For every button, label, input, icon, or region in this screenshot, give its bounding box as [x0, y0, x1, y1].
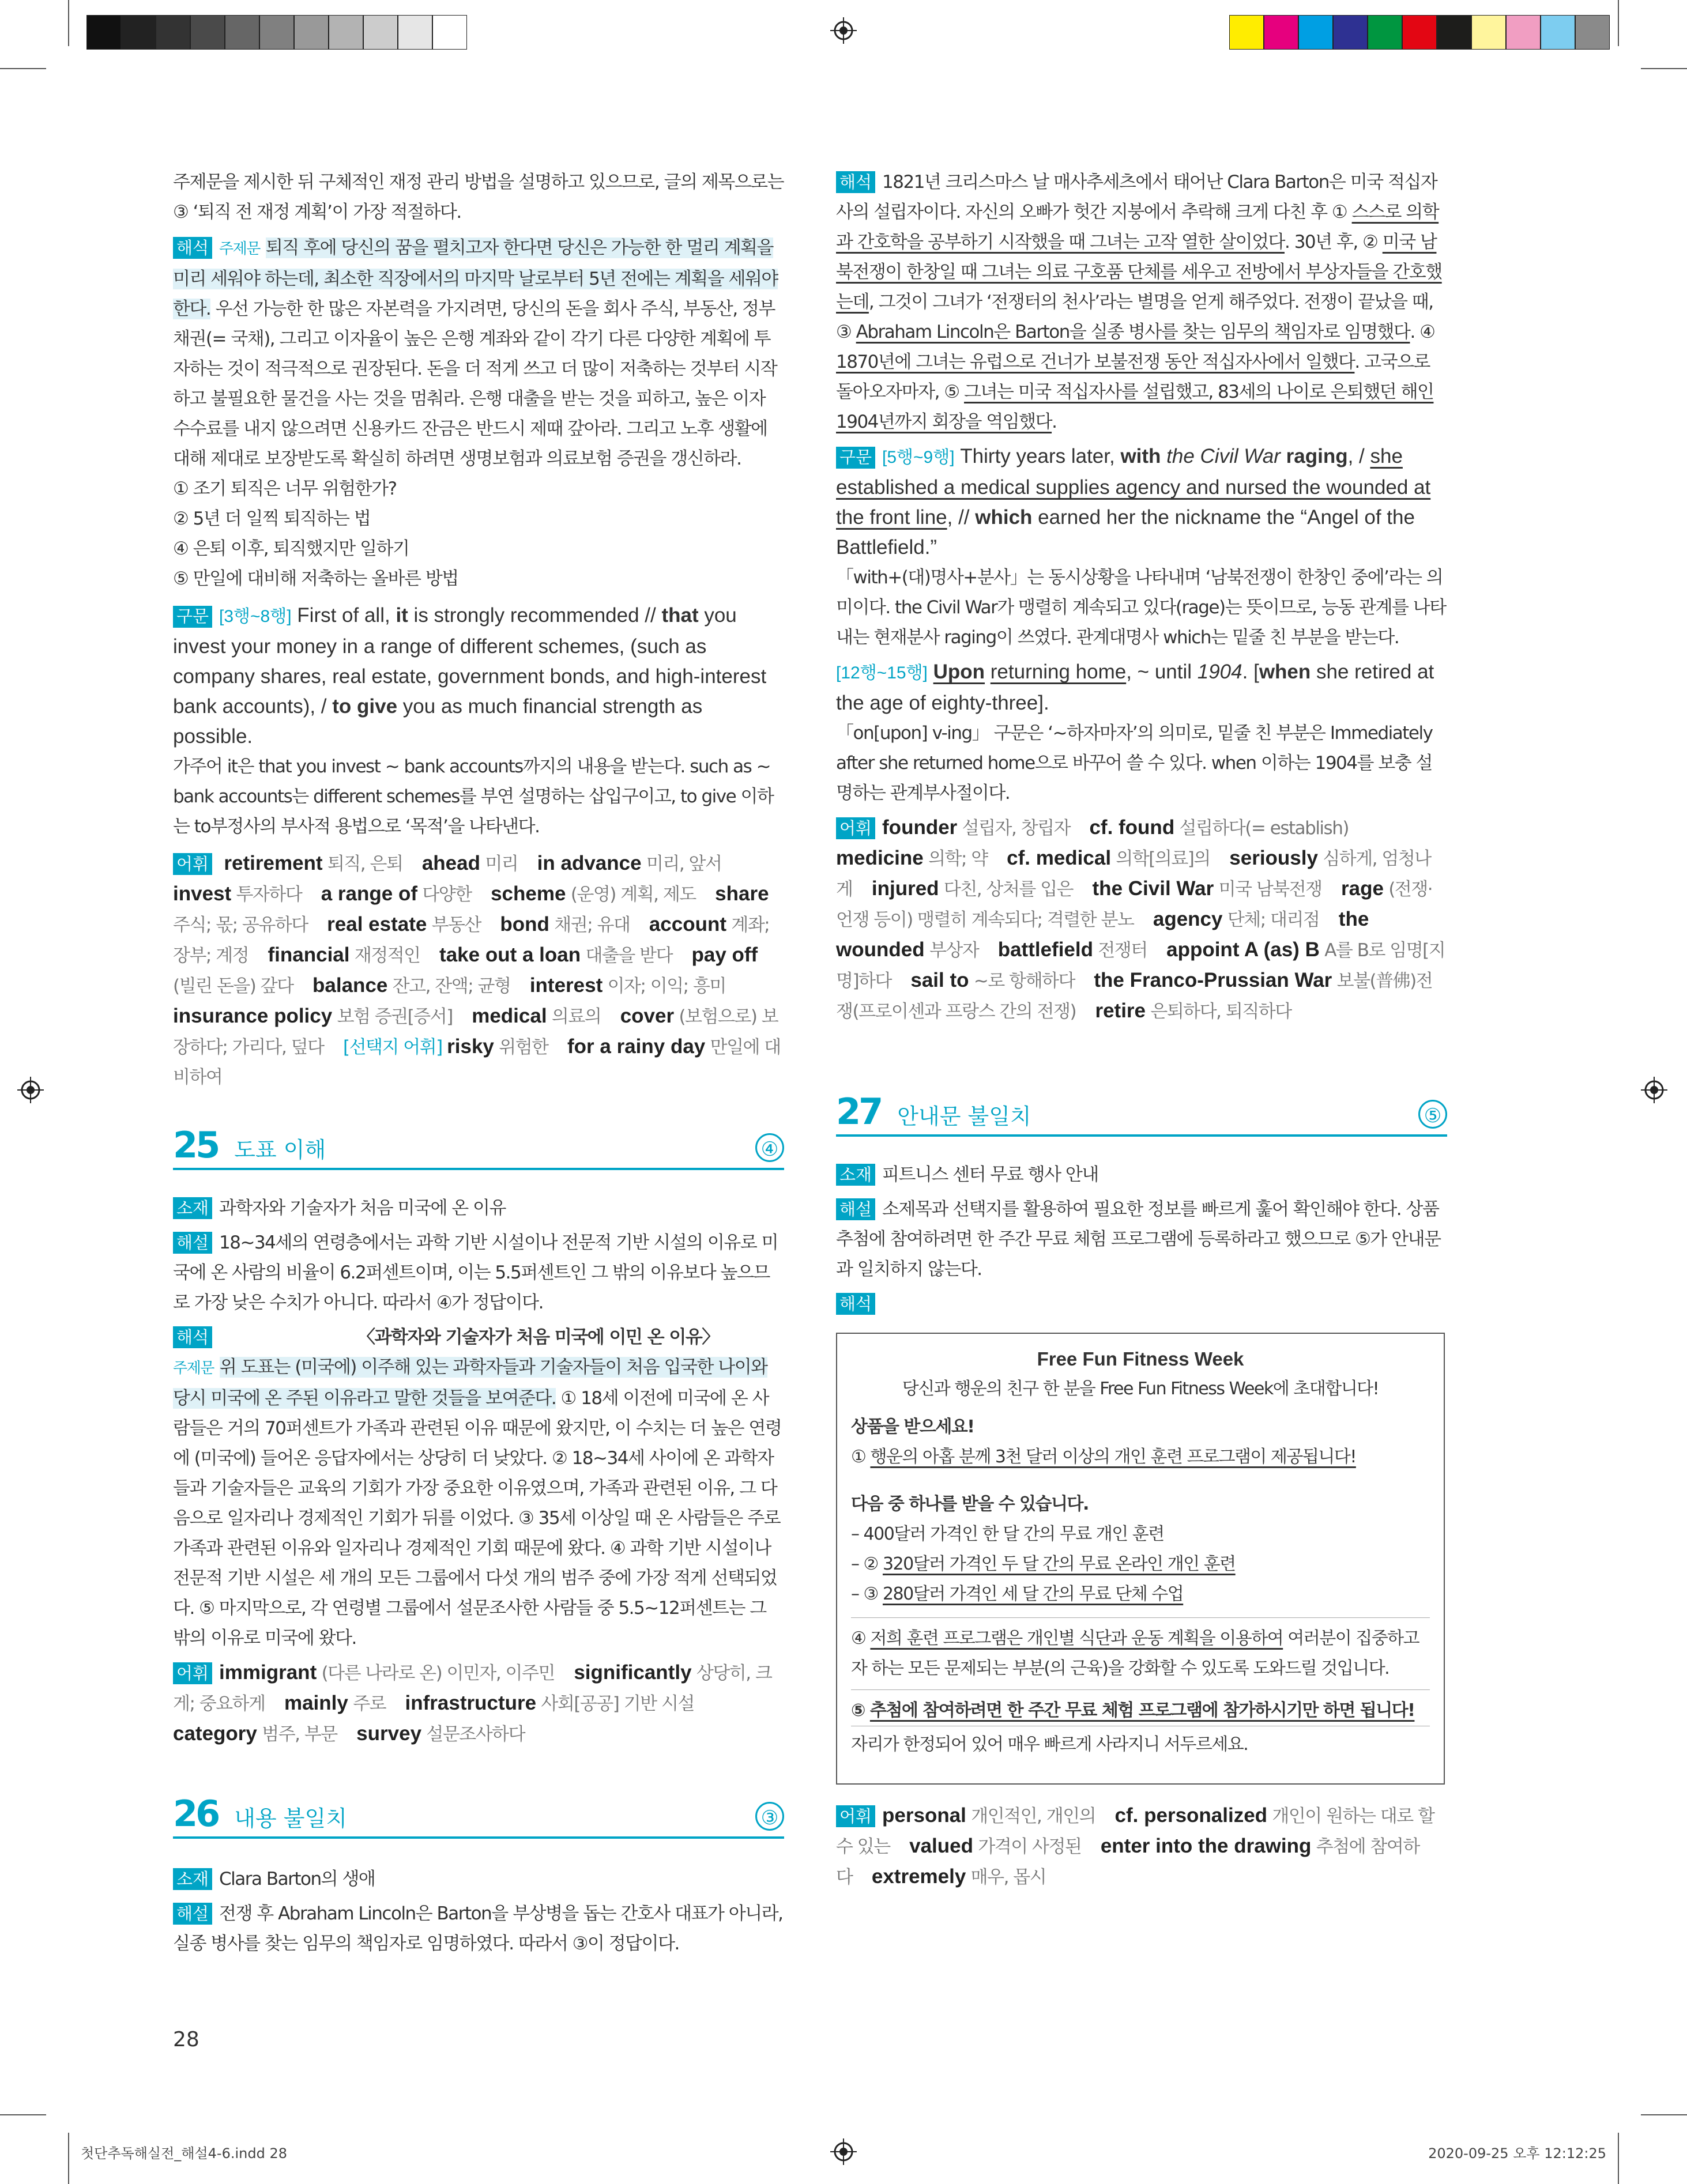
- vocab-word: valued: [909, 1835, 973, 1857]
- color-swatch: [1541, 15, 1575, 50]
- vocab-meaning: 잔고, 잔액; 균형: [387, 976, 530, 997]
- option-2: ② 5년 더 일찍 퇴직하는 법: [173, 508, 371, 529]
- q26-number: 26: [173, 1793, 219, 1835]
- vocab-word: infrastructure: [405, 1692, 537, 1714]
- q25-body: [173, 1193, 784, 1749]
- vocab-word: the Civil War: [1092, 877, 1214, 900]
- vocab-word: extremely: [871, 1865, 966, 1888]
- q26-title: 내용 불일치: [234, 1806, 347, 1831]
- vocab-meaning: 주로: [348, 1693, 405, 1714]
- vocab-word: enter into the drawing: [1100, 1835, 1312, 1857]
- q27-number: 27: [836, 1091, 882, 1133]
- q26-body-left: [173, 1864, 784, 1959]
- vocab-word: share: [715, 882, 769, 905]
- q26-body-right: [836, 167, 1447, 1027]
- vocab-word: for a rainy day: [567, 1035, 706, 1058]
- sojae-tag: 소재: [836, 1164, 875, 1186]
- vocab-meaning: 투자하다: [231, 884, 321, 905]
- color-swatch: [1229, 15, 1264, 50]
- vocab-word: retirement: [224, 852, 323, 874]
- haeseok-tag: 해석: [173, 237, 212, 259]
- q27-sojae: 피트니스 센터 무료 행사 안내: [882, 1164, 1098, 1185]
- vocab-meaning: 미리, 앞서: [641, 854, 736, 874]
- vocab-meaning: (전쟁·언쟁 등이) 맹렬히 계속되다; 격렬한 분노: [836, 879, 1433, 930]
- sojae-tag: 소재: [173, 1868, 212, 1890]
- color-swatch: [225, 15, 259, 50]
- color-swatch: [86, 15, 121, 50]
- vocab-word: mainly: [284, 1692, 348, 1714]
- prize-heading: 상품을 받으세요!: [851, 1417, 974, 1437]
- vocab-meaning: 전쟁터: [1093, 940, 1167, 961]
- vocab-meaning: (운영) 계획, 제도: [566, 884, 716, 905]
- vocab-meaning: 매우, 몹시: [966, 1867, 1061, 1888]
- q27-heading: [836, 1091, 1447, 1137]
- vocab-word: a range of: [321, 882, 417, 905]
- q26-sojae: Clara Barton의 생애: [219, 1869, 375, 1889]
- vocab-meaning: 심하게, 엄청나게: [836, 848, 1431, 900]
- footer-timestamp: 2020-09-25 오후 12:12:25: [1428, 2145, 1606, 2162]
- vocab-meaning: 사회[공공] 기반 시설: [536, 1693, 709, 1714]
- vocab-word: pay off: [691, 944, 758, 966]
- q25-title: 도표 이해: [234, 1137, 326, 1163]
- vocab-meaning: 추첨에 참여하다: [836, 1836, 1419, 1888]
- vocab-meaning: 재정적인: [349, 945, 440, 966]
- haeseok-tag: 해석: [836, 1293, 875, 1315]
- vocab-meaning: 다친, 상처를 입은: [939, 879, 1093, 900]
- choose-heading: 다음 중 하나를 받을 수 있습니다.: [851, 1494, 1089, 1514]
- vocab-meaning: 만일에 대비하여: [173, 1037, 781, 1088]
- vocab-word: risky: [447, 1035, 494, 1058]
- q26-translation: 해석 1821년 크리스마스 날 매사추세츠에서 태어난 Clara Barton은 미국 적십자사의 설립자이다. 자신의 오빠가 헛간 지붕에서 추락해 크게 다친 후 ① 스스로 의학과 간호학을 공부하기 시작했을 때 그녀는 고작 열한 살이었다. 30년 후, ② 미국 남북전쟁이 한창일 때 그녀는 의료 구호품 단체를 세우고 전방에서 부상자들을 간호했는데, 그것이 그녀가 ‘전쟁터의 천사’라는 별명을 얻게 해주었다. 전쟁이 끝났을 때, ③ Abraham Lincoln은 Barton을 실종 병사를 찾는 임무의 책임자로 임명했다. ④ 1870년에 그녀는 유럽으로 건너가 보불전쟁 동안 적십자사에서 일했다. 고국으로 돌아오자마자, ⑤ 그녀는 미국 적십자사를 설립했고, 83세의 나이로 은퇴했던 해인 1904년까지 회장을 역임했다.: [836, 172, 1442, 432]
- vocab-word: the Franco-Prussian War: [1094, 969, 1332, 991]
- haeseol-tag: 해설: [173, 1232, 212, 1254]
- option-1: ① 조기 퇴직은 너무 위험한가?: [173, 478, 397, 499]
- q25-answer: ④: [755, 1133, 784, 1162]
- q26-vocab: 어휘 founder 설립자, 창립자 cf. found 설립하다(= establish) medicine 의학; 약 cf. medical 의학[의료]의 seriously 심하게, 엄청나게 injured 다친, 상처를 입은 the Civil War 미국 남북전쟁 rage (전쟁·언쟁 등이) 맹렬히 계속되다; 격렬한 분노 agency 단체; 대리점 the wounded 부상자 battlefield 전쟁터 appoint A (as) B A를 B로 임명[지명]하다 sail to ~로 항해하다 the Franco-Prussian War 보불(普佛)전쟁(프로이센과 프랑스 간의 전쟁) retire 은퇴하다, 퇴직하다: [836, 816, 1445, 1022]
- vocab-meaning: 개인이 원하는 대로 할 수 있는: [836, 1806, 1434, 1857]
- registration-mark-top: [830, 17, 857, 44]
- vocab-meaning: 미국 남북전쟁: [1214, 879, 1342, 900]
- vocab-word: in advance: [537, 852, 642, 874]
- q27-haeseol: 소제목과 선택지를 활용하여 필요한 정보를 빠르게 훑어 확인해야 한다. 상품 추첨에 참여하려면 한 주간 무료 체험 프로그램에 등록하라고 했으므로 ⑤가 안내문과 일치하지 않는다.: [836, 1199, 1441, 1280]
- vocab-meaning: 퇴직, 은퇴: [322, 854, 422, 874]
- crop-mark: [68, 2133, 69, 2184]
- vocab-word: balance: [312, 974, 388, 997]
- q26-heading: [173, 1793, 784, 1839]
- footer-filename: 첫단추독해실전_해설4-6.indd 28: [81, 2145, 287, 2162]
- vocab-word: personal: [882, 1804, 966, 1827]
- haeseok-tag: 해석: [173, 1326, 212, 1348]
- vocab-meaning: 계좌; 장부; 계정: [173, 915, 770, 966]
- choice-1: – 400달러 가격인 한 달 간의 무료 개인 훈련: [851, 1524, 1164, 1544]
- color-swatch: [259, 15, 294, 50]
- vocab-meaning: 가격이 사정된: [973, 1836, 1101, 1857]
- vocab-word: injured: [871, 877, 939, 900]
- vocab-word: agency: [1153, 908, 1223, 930]
- vocab-word: cf. personalized: [1114, 1804, 1268, 1827]
- page-number: 28: [173, 2028, 199, 2051]
- crop-mark: [1641, 68, 1687, 69]
- color-swatch: [398, 15, 432, 50]
- q26-haeseol: 전쟁 후 Abraham Lincoln은 Barton을 부상병을 돕는 간호사 대표가 아니라, 실종 병사를 찾는 임무의 책임자로 임명하였다. 따라서 ③이 정답이다.: [173, 1903, 783, 1954]
- vocab-meaning: 보불(普佛)전쟁(프로이센과 프랑스 간의 전쟁): [836, 971, 1433, 1022]
- registration-mark-right: [1641, 1077, 1667, 1103]
- vocab-meaning: 대출을 받다: [581, 945, 692, 966]
- haeseol-tag: 해설: [173, 1903, 212, 1925]
- gumun-paragraph: 구문 [3행~8행] First of all, it is strongly recommended // that you invest your money in a range of different schemes, (such as company shares, real estate, government bonds, and high-interest bank accounts), / to give you as much financial strength as possible.: [173, 604, 767, 748]
- notice-title: Free Fun Fitness Week: [1037, 1348, 1244, 1370]
- vocab-word: the wounded: [836, 908, 1369, 961]
- vocab-meaning: 설립하다(= establish): [1174, 818, 1363, 839]
- vocab-word: immigrant: [219, 1661, 317, 1684]
- gumun-note: 가주어 it은 that you invest ~ bank accounts까지의 내용을 받는다. such as ~ bank accounts는 different schemes를 부연 설명하는 삽입구이고, to give 이하는 to부정사의 부사적 용법으로 ‘목적’을 나타낸다.: [173, 756, 774, 837]
- vocab-word: cf. found: [1089, 816, 1175, 839]
- q25-vocab: 어휘 immigrant (다른 나라로 온) 이민자, 이주민 significantly 상당히, 크게; 중요하게 mainly 주로 infrastructure 사회[공공] 기반 시설 category 범주, 부문 survey 설문조사하다: [173, 1661, 772, 1745]
- color-swatch: [1471, 15, 1506, 50]
- intro-text: 주제문을 제시한 뒤 구체적인 재정 관리 방법을 설명하고 있으므로, 글의 제목으로는 ③ ‘퇴직 전 재정 계획’이 가장 적절하다.: [173, 172, 784, 222]
- q25-translation: 주제문 위 도표는 (미국에) 이주해 있는 과학자들과 기술자들이 처음 입국한 나이와 당시 미국에 온 주된 이유라고 말한 것들을 보여준다. ① 18세 이전에 미국에 온 사람들은 거의 70퍼센트가 가족과 관련된 이유 때문에 왔지만, 이 수치는 더 높은 연령에 (미국에) 들어온 응답자에서는 상당히 더 낮았다. ② 18~34세 사이에 온 과학자들과 기술자들은 교육의 기회가 가장 중요한 이유였으며, 가족과 관련된 이유, 그 다음으로 일자리나 경제적인 기회가 뒤를 이었다. ③ 35세 이상일 때 온 사람들은 주로 가족과 관련된 이유와 일자리나 경제적인 기회 때문에 왔다. ④ 과학 기반 시설이나 전문적 기반 시설은 세 개의 모든 그룹에서 다섯 개의 범주 중에 가장 적게 선택되었다. ⑤ 마지막으로, 각 연령별 그룹에서 설문조사한 사람들 중 5.5~12퍼센트는 그 밖의 이유로 미국에 왔다.: [173, 1357, 782, 1649]
- vocab-word: retire: [1095, 999, 1146, 1022]
- vocab-meaning: 이자; 이익; 흥미: [602, 976, 740, 997]
- q25-chart-title: 〈과학자와 기술자가 처음 미국에 이민 온 이유〉: [357, 1327, 719, 1348]
- q26-gumun-1-note: 「with+(대)명사+분사」는 동시상황을 나타내며 ‘남북전쟁이 한창인 중에’라는 의미이다. the Civil War가 맹렬히 계속되고 있다(rage)는 뜻이므로, 능동 관계를 나타내는 현재분사 raging이 쓰였다. 관계대명사 which는 밑줄 친 부분을 받는다.: [836, 567, 1446, 648]
- vocab-word: invest: [173, 882, 232, 905]
- vocab-word: appoint A (as) B: [1166, 938, 1320, 961]
- vocab-meaning: 부동산: [427, 915, 500, 936]
- option-4: ④ 은퇴 이후, 퇴직했지만 일하기: [173, 538, 409, 559]
- color-swatch: [1402, 15, 1437, 50]
- left-top-block: [173, 167, 784, 1092]
- vocab-meaning: 채권; 유대: [549, 915, 649, 936]
- color-swatch: [363, 15, 398, 50]
- color-swatch: [432, 15, 467, 50]
- color-swatch: [156, 15, 190, 50]
- vocab-meaning: A를 B로 임명[지명]하다: [836, 940, 1445, 991]
- vocab-meaning: 범주, 부문: [257, 1724, 357, 1745]
- vocab-word: seriously: [1229, 847, 1318, 869]
- option-5: ⑤ 만일에 대비해 저축하는 올바른 방법: [173, 568, 458, 589]
- vocab-word: cf. medical: [1007, 847, 1112, 869]
- q26-gumun-2-note: 「on[upon] v-ing」 구문은 ‘~하자마자’의 의미로, 밑줄 친 부분은 Immediately after she returned home으로 바꾸어 쓸 수 있다. when 이하는 1904를 보충 설명하는 관계부사절이다.: [836, 723, 1433, 804]
- color-swatch: [190, 15, 225, 50]
- vocab-meaning: 의학; 약: [923, 848, 1007, 869]
- vocab-word: scheme: [491, 882, 566, 905]
- q25-sojae: 과학자와 기술자가 처음 미국에 온 이유: [219, 1198, 506, 1219]
- crop-mark: [0, 2114, 46, 2115]
- vocab-meaning: 의료의: [547, 1006, 620, 1027]
- color-swatch: [1368, 15, 1402, 50]
- color-swatch: [1575, 15, 1610, 50]
- color-swatch: [294, 15, 329, 50]
- notice-point-6: 자리가 한정되어 있어 매우 빠르게 사라지니 서두르세요.: [851, 1726, 1430, 1760]
- vocab-meaning: 위험한: [494, 1037, 567, 1058]
- vocab-word: rage: [1341, 877, 1384, 900]
- vocab-word: cover: [620, 1005, 675, 1027]
- vocab-meaning: 설립자, 창립자: [957, 818, 1090, 839]
- crop-mark: [68, 0, 69, 46]
- q25-heading: [173, 1124, 784, 1170]
- vocab-meaning: (다른 나라로 온) 이민자, 이주민: [317, 1663, 574, 1684]
- color-swatch: [329, 15, 363, 50]
- crop-mark: [1618, 2133, 1619, 2184]
- vocab-meaning: 다양한: [417, 884, 491, 905]
- vocab-word: insurance policy: [173, 1005, 333, 1027]
- vocab-meaning: 부상자: [924, 940, 998, 961]
- notice-subtitle: 당신과 행운의 친구 한 분을 Free Fun Fitness Week에 초대합니다!: [902, 1379, 1379, 1399]
- notice-point-5: ⑤ 추첨에 참여하려면 한 주간 무료 체험 프로그램에 참가하시기만 하면 됩니다!: [851, 1689, 1430, 1726]
- q26-gumun-2: [12행~15행] Upon returning home, ~ until 1904. [when she retired at the age of eighty-three].: [836, 661, 1434, 714]
- q27-answer: ⑤: [1418, 1100, 1447, 1129]
- vocab-meaning: (보험으로) 보장하다; 가리다, 덮다: [173, 1006, 778, 1058]
- sojae-tag: 소재: [173, 1197, 212, 1219]
- choice-3: – ③ 280달러 가격인 세 달 간의 무료 단체 수업: [851, 1584, 1184, 1604]
- color-swatch: [1298, 15, 1333, 50]
- vocab-word: bond: [500, 913, 549, 936]
- vocab-word: founder: [882, 816, 958, 839]
- vocab-meaning: 보험 증권[증서]: [332, 1006, 472, 1027]
- registration-mark-left: [17, 1077, 44, 1103]
- vocab-word: ahead: [421, 852, 480, 874]
- crop-mark: [1618, 0, 1619, 46]
- color-swatch: [1333, 15, 1368, 50]
- vocab-meaning: 설문조사하다: [421, 1724, 540, 1745]
- notice-box: [836, 1333, 1445, 1785]
- q27-body: [836, 1160, 1447, 1319]
- registration-mark-bottom: [830, 2138, 857, 2165]
- vocab-meaning: 개인적인, 개인의: [966, 1806, 1115, 1827]
- vocab-block: [173, 848, 784, 1092]
- q26-gumun-1: 구문 [5행~9행] Thirty years later, with the Civil War raging, / she established a medical supplies agency and nursed the wounded at the front line, // which earned her the nickname the “Angel of the Battlefield.”: [836, 445, 1431, 559]
- color-swatch: [1506, 15, 1541, 50]
- crop-mark: [1641, 2114, 1687, 2115]
- vocab-word: sail to: [910, 969, 969, 991]
- q27-vocab: 어휘 personal 개인적인, 개인의 cf. personalized 개인이 원하는 대로 할 수 있는 valued 가격이 사정된 enter into the drawing 추첨에 참여하다 extremely 매우, 몹시: [836, 1804, 1434, 1888]
- vocab-meaning: 의학[의료]의: [1111, 848, 1230, 869]
- choice-2: – ② 320달러 가격인 두 달 간의 무료 온라인 개인 훈련: [851, 1554, 1236, 1574]
- gumun-tag: 구문: [173, 606, 212, 628]
- vocab-word: real estate: [327, 913, 427, 936]
- vocab-word: significantly: [574, 1661, 692, 1684]
- vocab-meaning: ~로 항해하다: [969, 971, 1094, 991]
- vocab-meaning: (빌린 돈을) 갚다: [173, 976, 312, 997]
- q25-haeseol: 18~34세의 연령층에서는 과학 기반 시설이나 전문적 기반 시설의 이유로 미국에 온 사람의 비율이 6.2퍼센트이며, 이는 5.5퍼센트인 그 밖의 이유보다 높으므로 가장 낮은 수치가 아니다. 따라서 ④가 정답이다.: [173, 1232, 778, 1313]
- vocab-word: account: [649, 913, 727, 936]
- haeseol-tag: 해설: [836, 1198, 875, 1220]
- vocab-word: medicine: [836, 847, 924, 869]
- eohwi-tag: 어휘: [173, 853, 212, 875]
- color-swatch: [121, 15, 156, 50]
- color-swatch: [1437, 15, 1471, 50]
- q27-vocab-wrap: [836, 1801, 1447, 1892]
- translation-paragraph: 해석 주제문 퇴직 후에 당신의 꿈을 펼치고자 한다면 당신은 가능한 한 멀리 계획을 미리 세워야 하는데, 최소한 직장에서의 마지막 날로부터 5년 전에는 계획을 세워야 한다. 우선 가능한 한 많은 자본력을 가지려면, 당신의 돈을 회사 주식, 부동산, 정부 채권(= 국채), 그리고 이자율이 높은 은행 계좌와 같이 각기 다른 다양한 계획에 투자하는 것이 적극적으로 권장된다. 돈을 더 적게 쓰고 더 많이 저축하는 것부터 시작하고 불필요한 물건을 사는 것을 멈춰라. 은행 대출을 받는 것을 피하고, 높은 이자 수수료를 내지 않으려면 신용카드 잔금은 반드시 제때 갚아라. 그리고 노후 생활에 대해 제대로 보장받도록 확실히 하려면 생명보험과 의료보험 증권을 갱신하라.: [173, 237, 778, 469]
- q26-answer: ③: [755, 1802, 784, 1831]
- vocab-word: survey: [356, 1722, 422, 1745]
- vocab-meaning: 주식; 몫; 공유하다: [173, 915, 327, 936]
- vocab-word: battlefield: [997, 938, 1093, 961]
- prize-line: ① 행운의 아홉 분께 3천 달러 이상의 개인 훈련 프로그램이 제공됩니다!: [851, 1447, 1356, 1467]
- vocab-word: take out a loan: [439, 944, 581, 966]
- notice-point-4: ④ 저희 훈련 프로그램은 개인별 식단과 운동 계획을 이용하여 여러분이 집중하고자 하는 모든 문제되는 부분(의 근육)을 강화할 수 있도록 도와드릴 것입니다.: [851, 1617, 1430, 1684]
- vocab-meaning: 상당히, 크게; 중요하게: [173, 1663, 772, 1714]
- vocab-word: medical: [472, 1005, 547, 1027]
- vocab-word: financial: [268, 944, 350, 966]
- q25-number: 25: [173, 1124, 219, 1166]
- vocab-meaning: 미리: [480, 854, 537, 874]
- vocab-meaning: 단체; 대리점: [1222, 910, 1339, 930]
- topic-sentence: 퇴직 후에 당신의 꿈을 펼치고자 한다면 당신은 가능한 한 멀리 계획을 미리 세워야 하는데, 최소한 직장에서의 마지막 날로부터 5년 전에는 계획을 세워야 한다.: [173, 237, 778, 319]
- color-swatch: [1264, 15, 1298, 50]
- topic-sentence-label: 주제문: [219, 240, 260, 258]
- vocab-word: category: [173, 1722, 257, 1745]
- q27-title: 안내문 불일치: [897, 1104, 1031, 1129]
- vocab-meaning: 은퇴하다, 퇴직하다: [1146, 1001, 1306, 1022]
- crop-mark: [0, 68, 46, 69]
- vocab-option-label: [선택지 어휘]: [343, 1037, 447, 1058]
- vocab-word: interest: [529, 974, 603, 997]
